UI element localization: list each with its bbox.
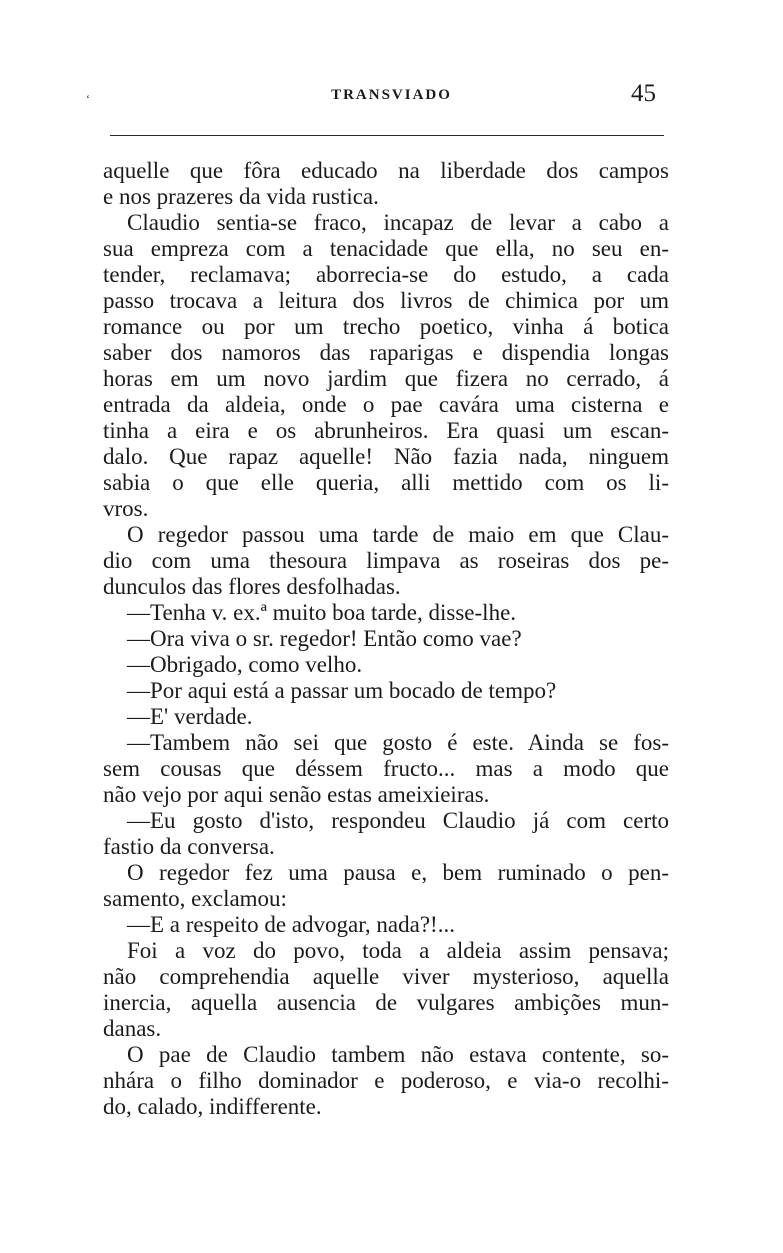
text-line: aquelle que fôra educado na liberdade dos campos [103,158,669,183]
text-line: tinha a eira e os abrunheiros. Era quasi um escan- [103,418,669,443]
paragraph-start-line: Foi a voz do povo, toda a aldeia assim pensava; [127,938,669,963]
body-text [103,158,669,1120]
text-line: tender, reclamava; aborrecia-se do estudo, a cada [103,262,669,287]
dialogue-line: —Tambem não sei que gosto é este. Ainda se fos- [127,730,669,755]
text-line: passo trocava a leitura dos livros de chimica por um [103,288,669,313]
dialogue-line: —Eu gosto d'isto, respondeu Claudio já com certo [127,808,669,833]
dialogue-line: —E' verdade. [127,704,253,729]
paragraph-start-line: O regedor passou uma tarde de maio em que Clau- [127,522,669,547]
text-line: romance ou por um trecho poetico, vinha á botica [103,314,669,339]
text-line: não vejo por aqui senão estas ameixieiras. [103,782,490,807]
text-line: saber dos namoros das raparigas e dispendia longas [103,340,669,365]
text-line: não comprehendia aquelle viver mysterioso, aquella [103,964,669,989]
text-line: dunculos das flores desfolhadas. [103,574,401,599]
text-line: sem cousas que déssem fructo... mas a modo que [103,756,669,781]
running-head-title: TRANSVIADO [331,87,452,103]
text-line: inercia, aquella ausencia de vulgares ambições mun- [103,990,669,1015]
dialogue-line: —Por aqui está a passar um bocado de tempo? [127,678,557,703]
dialogue-line: —Obrigado, como velho. [127,652,363,677]
text-line: sua empreza com a tenacidade que ella, no seu en- [103,236,669,261]
dialogue-line: —Tenha v. ex.ª muito boa tarde, disse-lhe. [127,600,517,625]
text-line: samento, exclamou: [103,886,287,911]
header-rule [110,135,664,136]
text-line: fastio da conversa. [103,834,275,859]
text-line: danas. [103,1016,162,1041]
text-line: e nos prazeres da vida rustica. [103,184,379,209]
page-number: 45 [631,80,656,107]
paragraph-start-line: O regedor fez uma pausa e, bem ruminado o pen- [127,860,669,885]
margin-mark: ʻ [86,92,90,106]
paragraph-start-line: O pae de Claudio tambem não estava contente, so- [127,1042,669,1067]
paragraph-start-line: Claudio sentia-se fraco, incapaz de levar a cabo a [127,210,669,235]
text-line: dio com uma thesoura limpava as roseiras dos pe- [103,548,669,573]
dialogue-line: —Ora viva o sr. regedor! Então como vae? [127,626,522,651]
text-line: entrada da aldeia, onde o pae cavára uma cisterna e [103,392,669,417]
text-line: dalo. Que rapaz aquelle! Não fazia nada, ninguem [103,444,669,469]
text-line: horas em um novo jardim que fizera no cerrado, á [103,366,669,391]
dialogue-line: —E a respeito de advogar, nada?!... [127,912,455,937]
text-line: vros. [103,496,149,521]
text-line: nhára o filho dominador e poderoso, e via-o recolhi- [103,1068,669,1093]
text-line: do, calado, indifferente. [103,1094,322,1119]
text-line: sabia o que elle queria, alli mettido com os li- [103,470,669,495]
